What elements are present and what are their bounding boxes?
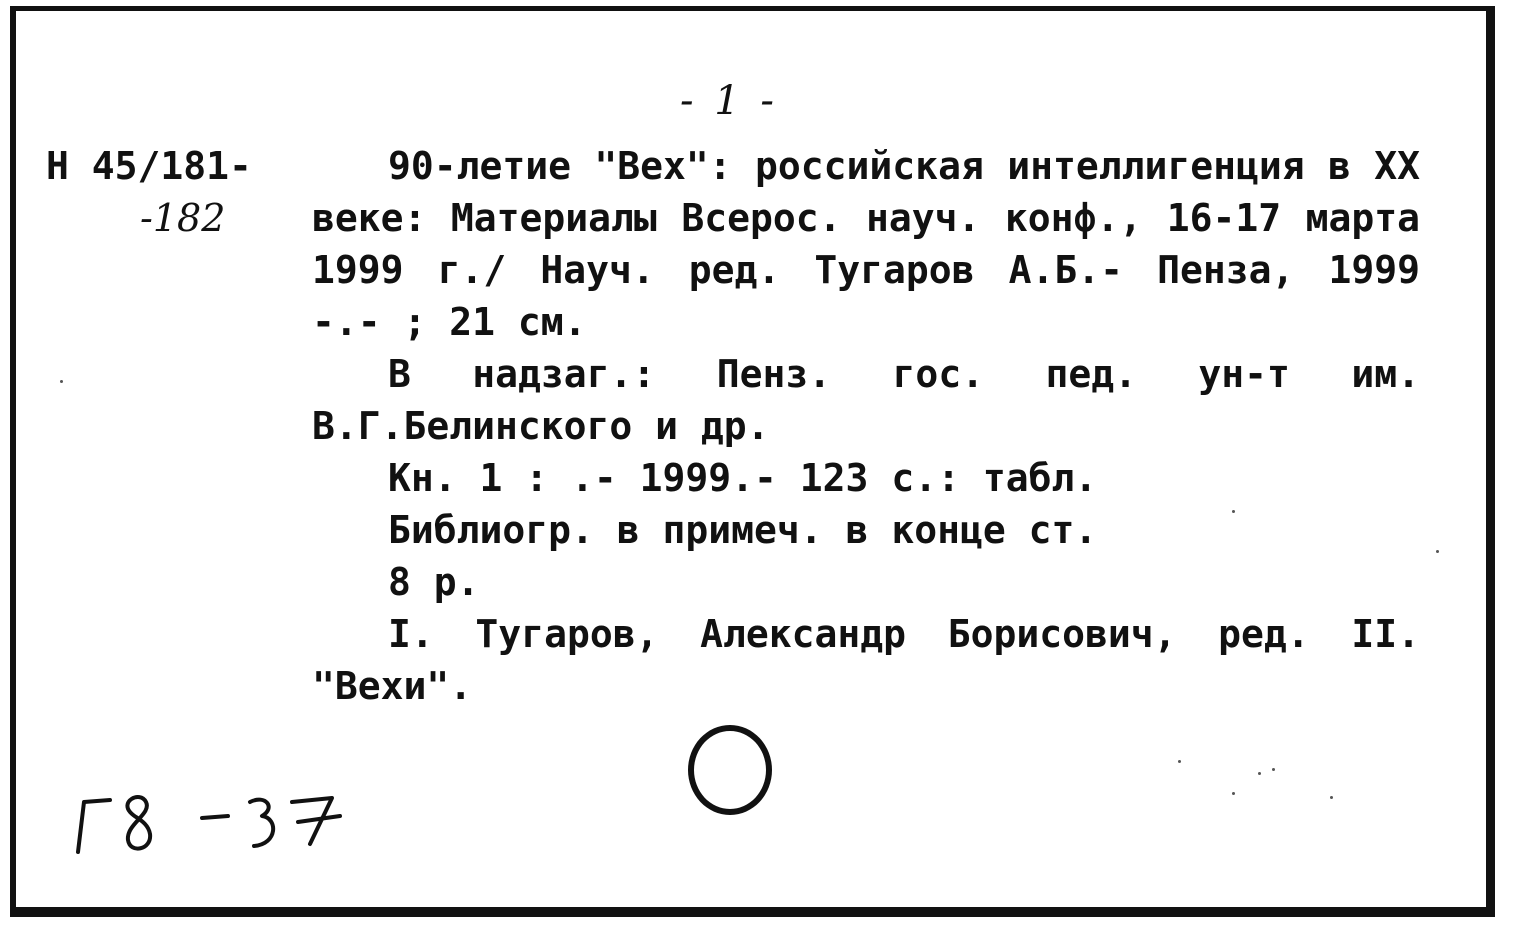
price-paragraph xyxy=(312,556,1420,608)
speck xyxy=(1178,760,1181,763)
title-text: 90-летие "Вех": российская интеллигенция в XX веке: Материалы Всерос. науч. конф., 16-17 марта 1999 г./ Науч. ред. Тугаров А.Б.- Пенза, 1999 -.- ; 21 см. xyxy=(312,144,1443,344)
shelf-mark: Н 45/181- xyxy=(46,144,252,188)
tracings-paragraph xyxy=(312,608,1443,712)
bibliographic-description xyxy=(312,140,1443,712)
page-number: - 1 - xyxy=(680,78,778,124)
bibliography-paragraph xyxy=(312,504,1420,556)
speck xyxy=(1330,796,1333,799)
volume-paragraph xyxy=(312,452,1420,504)
header-note-text: В надзаг.: Пенз. гос. пед. ун-т им. В.Г.Белинского и др. xyxy=(312,352,1443,448)
stamp-circle-icon xyxy=(688,725,772,815)
speck xyxy=(1436,550,1439,553)
speck xyxy=(1232,510,1235,513)
volume-text: Кн. 1 : .- 1999.- 123 с.: табл. xyxy=(388,456,1098,500)
speck xyxy=(1232,792,1235,795)
tracings-text: I. Тугаров, Александр Борисович, ред. II. "Вехи". xyxy=(312,612,1443,708)
shelf-mark-handwritten: -182 xyxy=(140,196,226,240)
title-paragraph xyxy=(312,140,1443,348)
speck xyxy=(1272,768,1275,771)
bibliography-text: Библиогр. в примеч. в конце ст. xyxy=(388,508,1098,552)
price-text: 8 р. xyxy=(388,560,480,604)
speck xyxy=(1258,772,1261,775)
speck xyxy=(60,380,63,383)
handwritten-note xyxy=(70,772,360,872)
header-note-paragraph xyxy=(312,348,1443,452)
